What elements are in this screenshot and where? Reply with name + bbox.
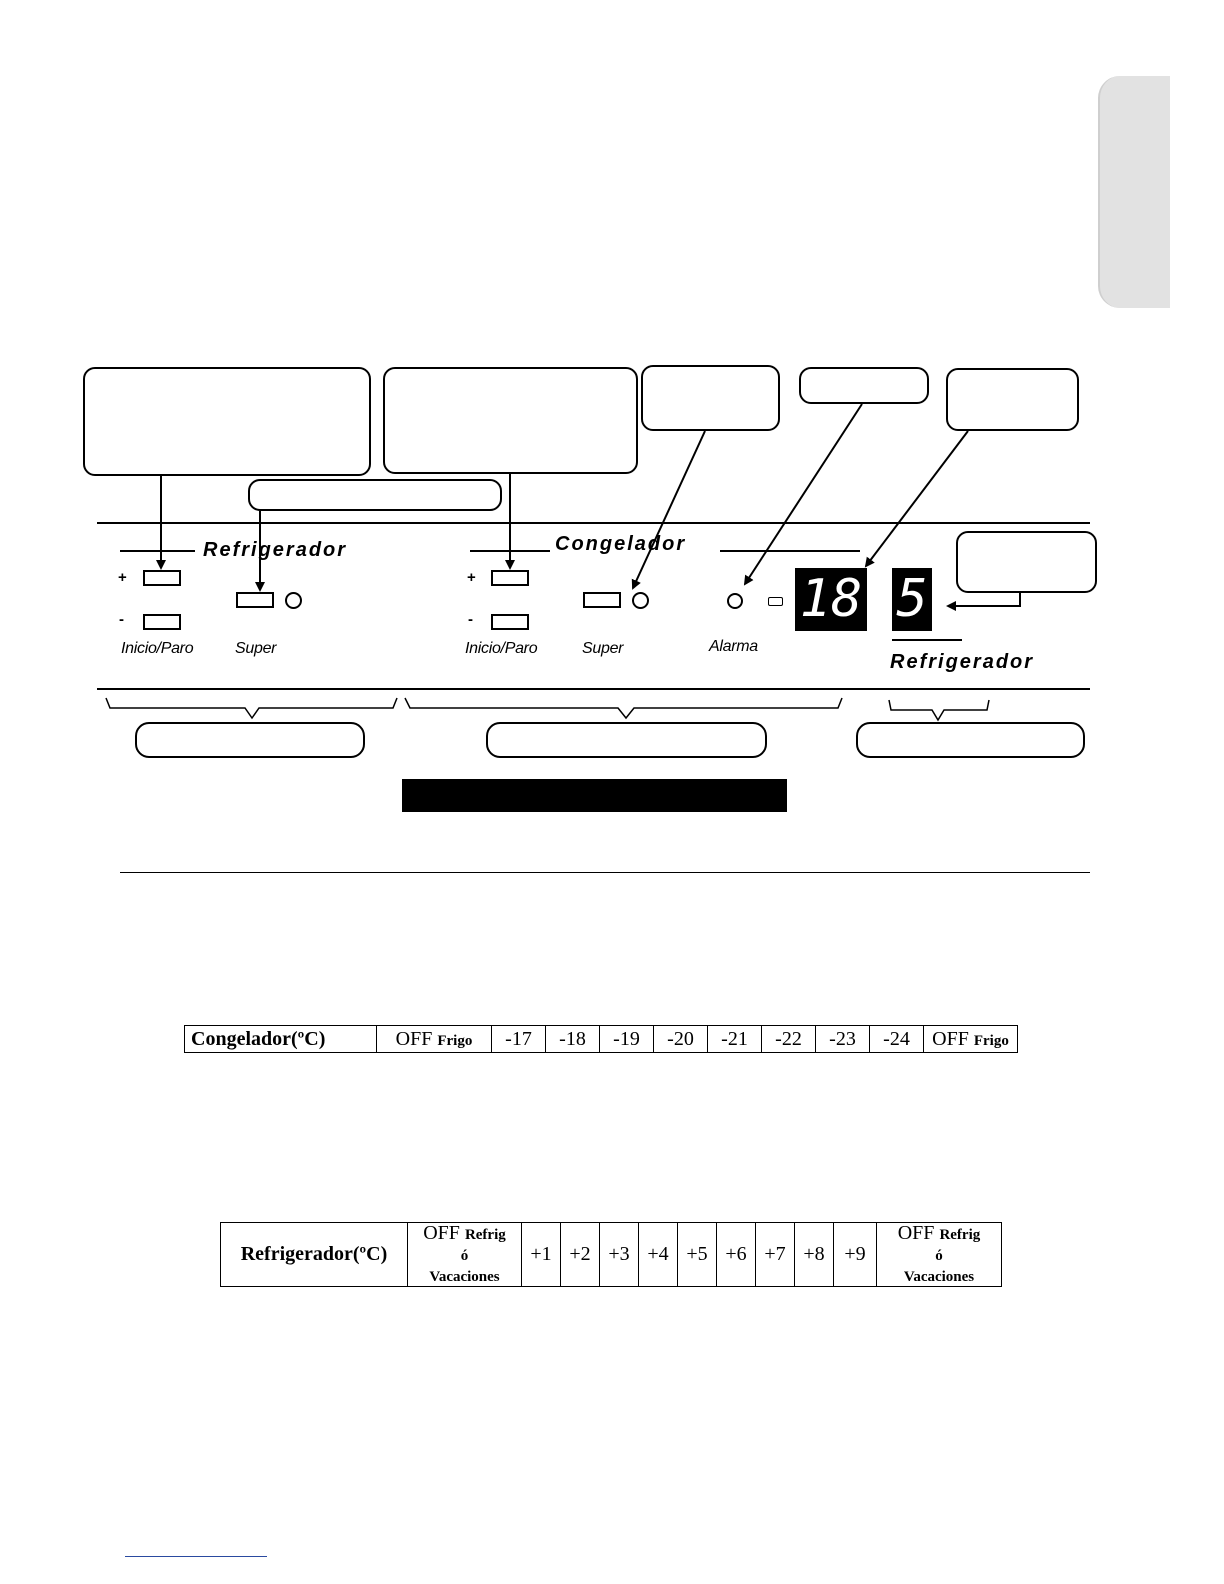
freezer-section-title: Congelador	[555, 533, 687, 555]
freezer-cell: OFF Frigo	[924, 1026, 1018, 1053]
display-underline	[892, 639, 962, 641]
fridge-cell: +1	[522, 1223, 561, 1287]
fridge-cell: +4	[639, 1223, 678, 1287]
alarm-label: Alarma	[709, 638, 758, 655]
fridge-cell: +2	[561, 1223, 600, 1287]
alarm-led	[727, 593, 743, 609]
fridge-cell: +7	[756, 1223, 795, 1287]
freezer-plus-button[interactable]	[491, 570, 529, 586]
freezer-super-label: Super	[582, 640, 624, 657]
freezer-cell: -20	[654, 1026, 708, 1053]
fridge-plus-sign: +	[118, 569, 127, 586]
fridge-super-led	[285, 592, 302, 609]
fridge-off-cell: OFF Refrig ó Vacaciones	[408, 1223, 522, 1287]
freezer-cell: -23	[816, 1026, 870, 1053]
fridge-cell: +3	[600, 1223, 639, 1287]
fridge-plus-button[interactable]	[143, 570, 181, 586]
freezer-temp-table	[184, 1025, 1018, 1053]
freezer-title-line-left	[470, 550, 550, 552]
freezer-temp-display: 18	[795, 568, 867, 631]
footer-rule	[125, 1556, 267, 1557]
freezer-cell: -24	[870, 1026, 924, 1053]
fridge-temp-display: 5	[892, 568, 932, 631]
freezer-minus-button[interactable]	[491, 614, 529, 630]
freezer-title-line-right	[720, 550, 860, 552]
freezer-super-led	[632, 592, 649, 609]
fridge-table-header: Refrigerador(ºC)	[221, 1223, 408, 1287]
fridge-cell: +9	[834, 1223, 877, 1287]
fridge-minus-sign: -	[119, 611, 124, 628]
panel-bottom-line	[97, 688, 1090, 690]
fridge-section-title: Refrigerador	[203, 539, 348, 561]
freezer-cell: -17	[492, 1026, 546, 1053]
fridge-minus-button[interactable]	[143, 614, 181, 630]
freezer-plus-sign: +	[467, 569, 476, 586]
fridge-super-button[interactable]	[236, 592, 274, 608]
figure-caption-bar	[402, 779, 787, 812]
fridge-off-cell: OFF Refrig ó Vacaciones	[877, 1223, 1002, 1287]
minus-indicator	[768, 597, 783, 606]
fridge-super-label: Super	[235, 640, 277, 657]
freezer-start-stop-label: Inicio/Paro	[465, 640, 538, 657]
fridge-cell: +5	[678, 1223, 717, 1287]
freezer-table-header: Congelador(ºC)	[185, 1026, 377, 1053]
freezer-cell: OFF Frigo	[377, 1026, 492, 1053]
freezer-cell: -19	[600, 1026, 654, 1053]
freezer-minus-sign: -	[468, 611, 473, 628]
section-divider	[120, 872, 1090, 873]
fridge-cell: +8	[795, 1223, 834, 1287]
freezer-cell: -22	[762, 1026, 816, 1053]
display-section-title: Refrigerador	[890, 651, 1035, 673]
fridge-start-stop-label: Inicio/Paro	[121, 640, 194, 657]
freezer-cell: -18	[546, 1026, 600, 1053]
freezer-super-button[interactable]	[583, 592, 621, 608]
fridge-temp-table	[220, 1222, 1002, 1287]
panel-top-line	[97, 522, 1090, 524]
fridge-title-underline	[120, 550, 195, 552]
freezer-cell: -21	[708, 1026, 762, 1053]
fridge-cell: +6	[717, 1223, 756, 1287]
